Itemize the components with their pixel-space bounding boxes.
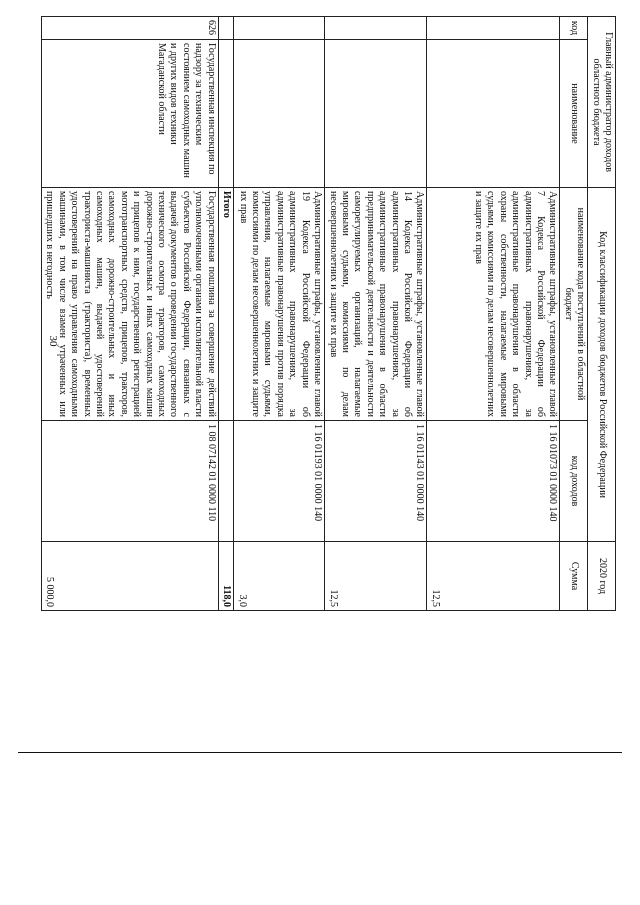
admin-name-cell	[234, 40, 325, 188]
sum-cell: 3,0	[234, 542, 325, 611]
table-row	[234, 17, 325, 611]
revenue-description-cell: Административные штрафы, установленные главой 14 Кодекса Российской Федерации об административных правонарушениях, за административные правонарушения в области предпринимательской деятельности и деятельности саморегулируемых организаций, налагаемые мировыми судьями, комиссиями по делам несовершеннолетних и защите их прав	[325, 188, 427, 421]
sum-cell: 12,5	[427, 542, 560, 611]
admin-code-cell	[325, 17, 427, 40]
revenue-classification-table	[41, 16, 616, 611]
header-code: код	[560, 17, 588, 40]
table-row	[427, 17, 560, 611]
admin-name-cell	[325, 40, 427, 188]
admin-name-cell: Государственная инспекция по надзору за техническим состоянием самоходных машин и других видов техники Магаданской области	[42, 40, 219, 188]
header-row-columns	[560, 17, 588, 611]
revenue-description-cell: Административные штрафы, установленные главой 19 Кодекса Российской Федерации об административных правонарушениях, за административные правонарушения против порядка управления, налагаемые мировыми судьями, комиссиями по делам несовершеннолетних и защите их прав	[234, 188, 325, 421]
total-label: Итого	[218, 188, 233, 421]
revenue-code-cell: 1 08 07142 01 0000 110	[42, 421, 219, 542]
revenue-code-cell: 1 16 01073 01 0000 140	[427, 421, 560, 542]
admin-code-cell	[234, 17, 325, 40]
table-row	[325, 17, 427, 611]
header-row-groups	[588, 17, 616, 611]
header-year: 2020 год	[588, 542, 616, 611]
total-row	[218, 17, 233, 611]
header-revenue-name: наименование кода поступлений в областной бюджет	[560, 188, 588, 421]
admin-name-cell	[427, 40, 560, 188]
table-row	[42, 17, 219, 611]
revenue-code-cell: 1 16 01143 01 0000 140	[325, 421, 427, 542]
sum-cell: 12,5	[325, 542, 427, 611]
header-revenue-code: код доходов	[560, 421, 588, 542]
footer-divider	[18, 752, 622, 753]
header-name: наименование	[560, 40, 588, 188]
revenue-description-cell: Государственная пошлина за совершение действий уполномоченными органами исполнительной власти субъектов Российской Федерации, связанных с выдачей документов о проведении государственного технического осмотра тракторов, самоходных дорожно-строительных и иных самоходных машин и прицепов к ним, государственной регистрацией мототранспортных средств, прицепов, тракторов, самоходных дорожно-строительных и иных самоходных машин, выдачей удостоверений тракториста-машиниста (тракториста), временных удостоверений на право управления самоходными машинами, в том числе взамен утраченных или пришедших в негодность	[42, 188, 219, 421]
admin-code-cell	[427, 17, 560, 40]
revenue-code-cell: 1 16 01193 01 0000 140	[234, 421, 325, 542]
rotated-page-content	[44, 16, 616, 610]
admin-code-cell: 626	[42, 17, 219, 40]
header-admin-group: Главный администратор доходов областного бюджета	[588, 17, 616, 188]
table-container	[44, 16, 616, 610]
revenue-description-cell: Административные штрафы, установленные главой 7 Кодекса Российской Федерации об административных правонарушениях, за административные правонарушения в области охраны собственности, налагаемые мировыми судьями, комиссиями по делам несовершеннолетних и защите их прав	[427, 188, 560, 421]
header-classification-group: Код классификации доходов бюджетов Российской Федерации	[588, 188, 616, 542]
header-sum: Сумма	[560, 542, 588, 611]
sum-cell: 5 000,0	[42, 542, 219, 611]
page-number: 30	[47, 335, 59, 347]
total-sum: 118,0	[218, 542, 233, 611]
